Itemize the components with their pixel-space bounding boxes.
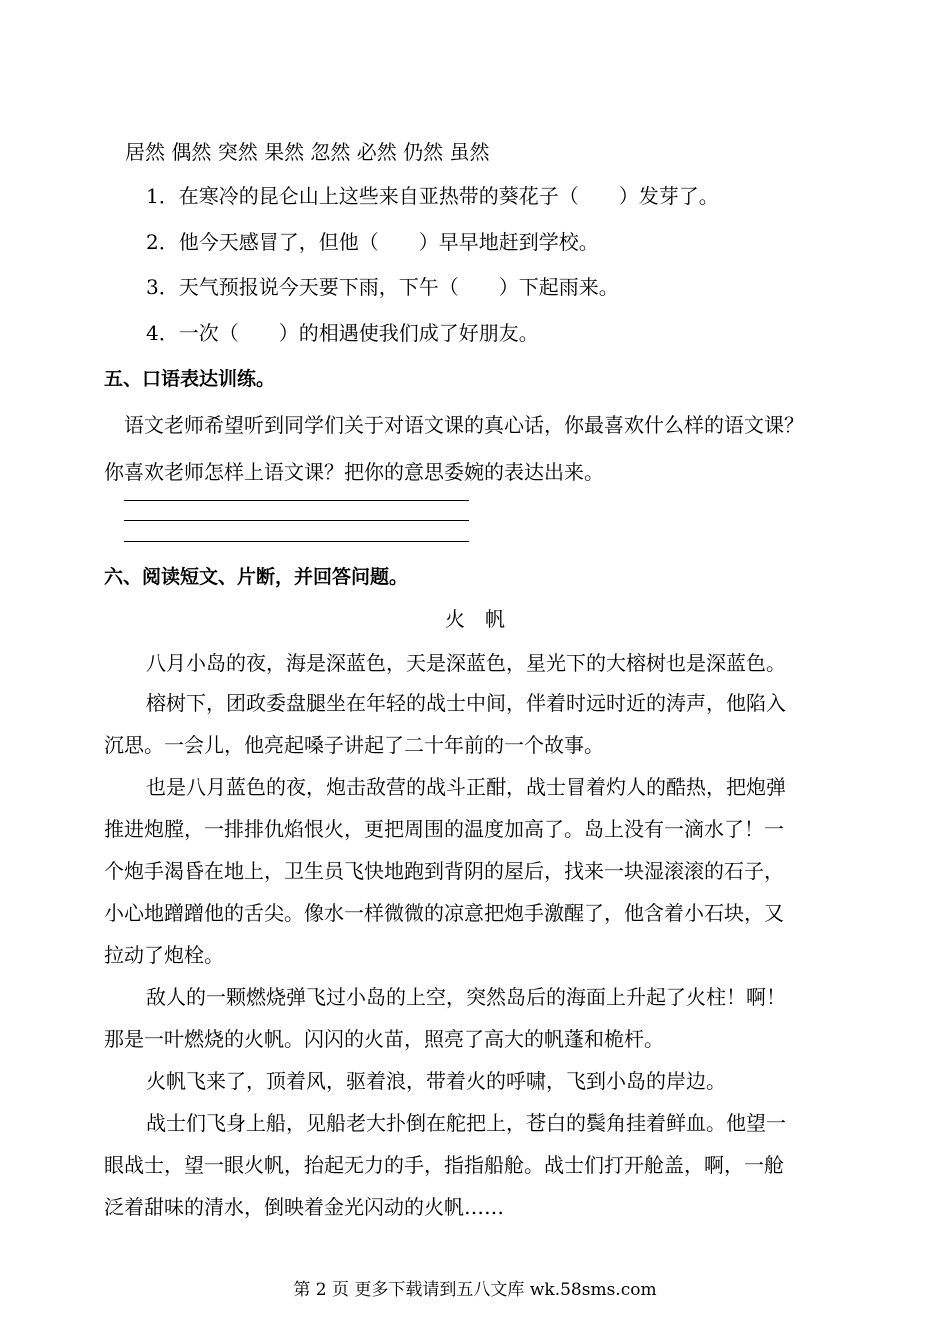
passage-line-2: 榕树下，团政委盘腿坐在年轻的战士中间，伴着时远时近的涛声，他陷入 — [146, 691, 786, 715]
fill-item-1: 1．在寒冷的昆仑山上这些来自亚热带的葵花子（ ）发芽了。 — [146, 184, 719, 208]
passage-title: 火 帆 — [445, 607, 505, 631]
passage-line-3: 沉思。一会儿，他亮起嗓子讲起了二十年前的一个故事。 — [104, 733, 604, 757]
passage-line-14: 泛着甜味的清水，倒映着金光闪动的火帆…… — [104, 1195, 504, 1219]
answer-line-1[interactable] — [124, 500, 469, 501]
passage-line-1: 八月小岛的夜，海是深蓝色，天是深蓝色，星光下的大榕树也是深蓝色。 — [146, 651, 786, 675]
passage-line-9: 敌人的一颗燃烧弹飞过小岛的上空，突然岛后的海面上升起了火柱！啊！ — [146, 985, 786, 1009]
word-bank: 居然 偶然 突然 果然 忽然 必然 仍然 虽然 — [125, 140, 490, 164]
section5-prompt-line1: 语文老师希望听到同学们关于对语文课的真心话，你最喜欢什么样的语文课？ — [124, 413, 804, 437]
section6-heading: 六、阅读短文、片断，并回答问题。 — [104, 566, 409, 588]
answer-line-3[interactable] — [124, 541, 469, 542]
answer-line-2[interactable] — [124, 520, 469, 521]
passage-line-13: 眼战士，望一眼火帆，抬起无力的手，指指船舱。战士们打开舱盖，啊，一舱 — [104, 1153, 784, 1177]
passage-line-7: 小心地蹭蹭他的舌尖。像水一样微微的凉意把炮手激醒了，他含着小石块，又 — [104, 901, 784, 925]
fill-item-2: 2．他今天感冒了，但他（ ）早早地赶到学校。 — [146, 230, 599, 254]
page-footer: 第 2 页 更多下载请到五八文库 wk.58sms.com — [293, 1280, 657, 1300]
fill-item-3: 3．天气预报说今天要下雨，下午（ ）下起雨来。 — [146, 275, 619, 299]
passage-line-12: 战士们飞身上船，见船老大扑倒在舵把上，苍白的鬓角挂着鲜血。他望一 — [146, 1111, 786, 1135]
passage-line-5: 推进炮膛，一排排仇焰恨火，更把周围的温度加高了。岛上没有一滴水了！一 — [104, 817, 784, 841]
passage-line-6: 个炮手渴昏在地上，卫生员飞快地跑到背阴的屋后，找来一块湿滚滚的石子， — [104, 859, 784, 883]
section5-heading: 五、口语表达训练。 — [104, 368, 276, 390]
section5-prompt-line2: 你喜欢老师怎样上语文课？把你的意思委婉的表达出来。 — [104, 460, 604, 484]
passage-line-11: 火帆飞来了，顶着风，驱着浪，带着火的呼啸，飞到小岛的岸边。 — [146, 1069, 726, 1093]
fill-item-4: 4．一次（ ）的相遇使我们成了好朋友。 — [146, 321, 539, 345]
passage-line-10: 那是一叶燃烧的火帆。闪闪的火苗，照亮了高大的帆蓬和桅杆。 — [104, 1027, 664, 1051]
passage-line-4: 也是八月蓝色的夜，炮击敌营的战斗正酣，战士冒着灼人的酷热，把炮弹 — [146, 775, 786, 799]
passage-line-8: 拉动了炮栓。 — [104, 943, 224, 967]
